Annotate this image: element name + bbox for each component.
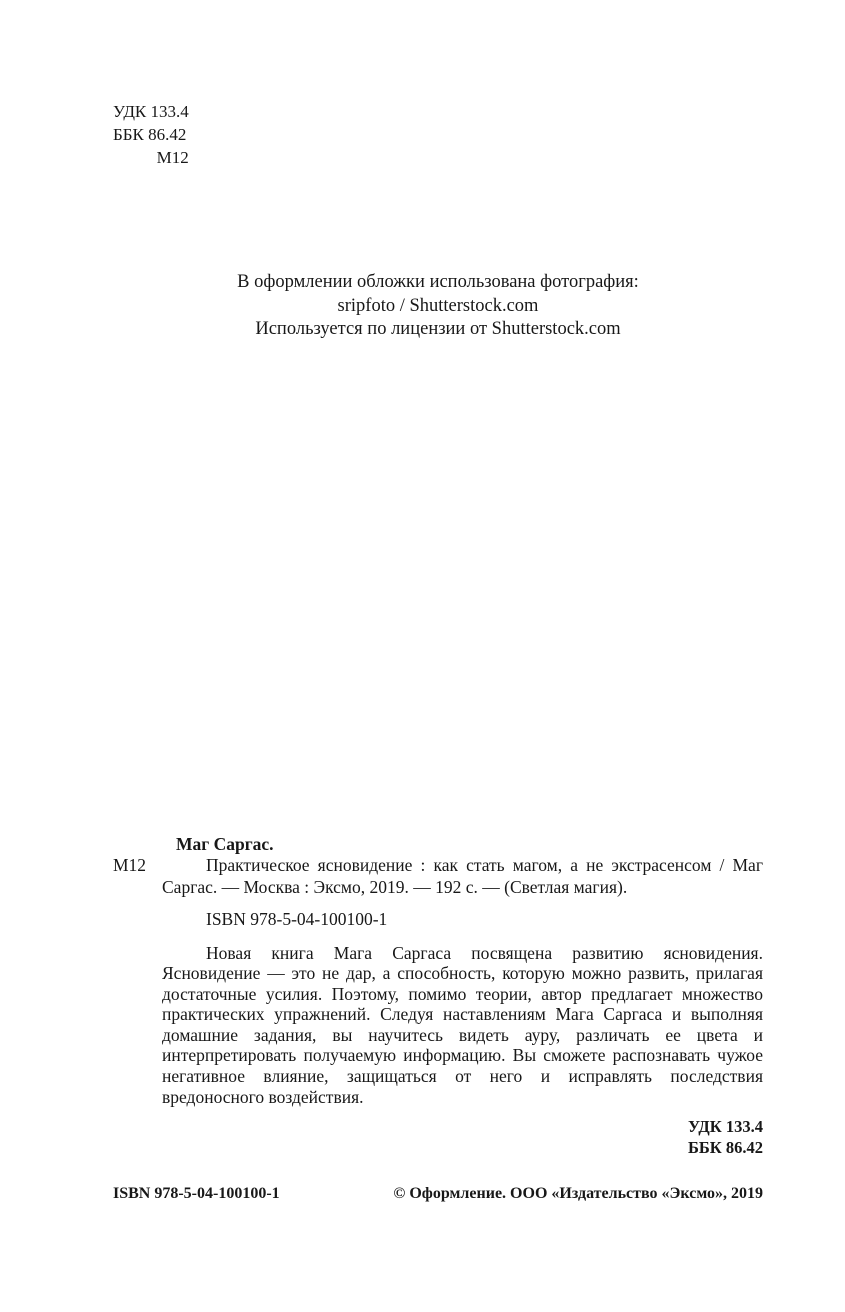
annotation-paragraph: Новая книга Мага Саргаса посвящена развитию ясновидения. Ясновидение — это не дар, а способность, которую можно развить, прилагая достаточные усилия. Поэтому, помимо теории, автор предлагает множество практических упражнений. Следуя наставлениям Мага Саргаса и выполняя домашние задания, вы научитесь видеть ауру, различать ее цвета и интерпретировать получаемую информацию. Вы сможете распознавать чужое негативное влияние, защищаться от него и исправлять последствия вредоносного воздействия.: [162, 942, 763, 1107]
udk-code-bottom: УДК 133.4: [687, 1117, 763, 1137]
udk-code-top: УДК 133.4: [113, 102, 189, 121]
author-sign-entry: М12: [113, 855, 147, 875]
classification-block-top: [113, 100, 189, 169]
bbk-code-bottom: ББК 86.42: [687, 1138, 763, 1158]
classification-block-bottom: [113, 1116, 763, 1158]
credit-line-2: sripfoto / Shutterstock.com: [337, 295, 539, 316]
credit-line-3: Используется по лицензии от Shutterstock.com: [255, 319, 621, 339]
catalog-entry: [113, 855, 763, 898]
author-sign-top: М12: [156, 148, 189, 167]
isbn-footer: ISBN 978-5-04-100100-1: [113, 1185, 280, 1202]
copyright-notice: © Оформление. ООО «Издательство «Эксмо», 2019: [393, 1185, 763, 1202]
credit-line-1: В оформлении обложки использована фотография:: [237, 272, 639, 292]
bbk-code-top: ББК 86.42: [113, 125, 187, 144]
cover-photo-credit: [113, 271, 763, 342]
author-name: Маг Саргас.: [176, 834, 274, 854]
footer-line: [113, 1184, 763, 1204]
bibliographic-description: Практическое ясновидение : как стать магом, а не экстрасенсом / Маг Саргас. — Москва : Эксмо, 2019. — 192 с. — (Светлая магия).: [162, 855, 763, 897]
catalog-card-block: [113, 833, 763, 1158]
isbn-catalog: ISBN 978-5-04-100100-1: [206, 909, 388, 929]
